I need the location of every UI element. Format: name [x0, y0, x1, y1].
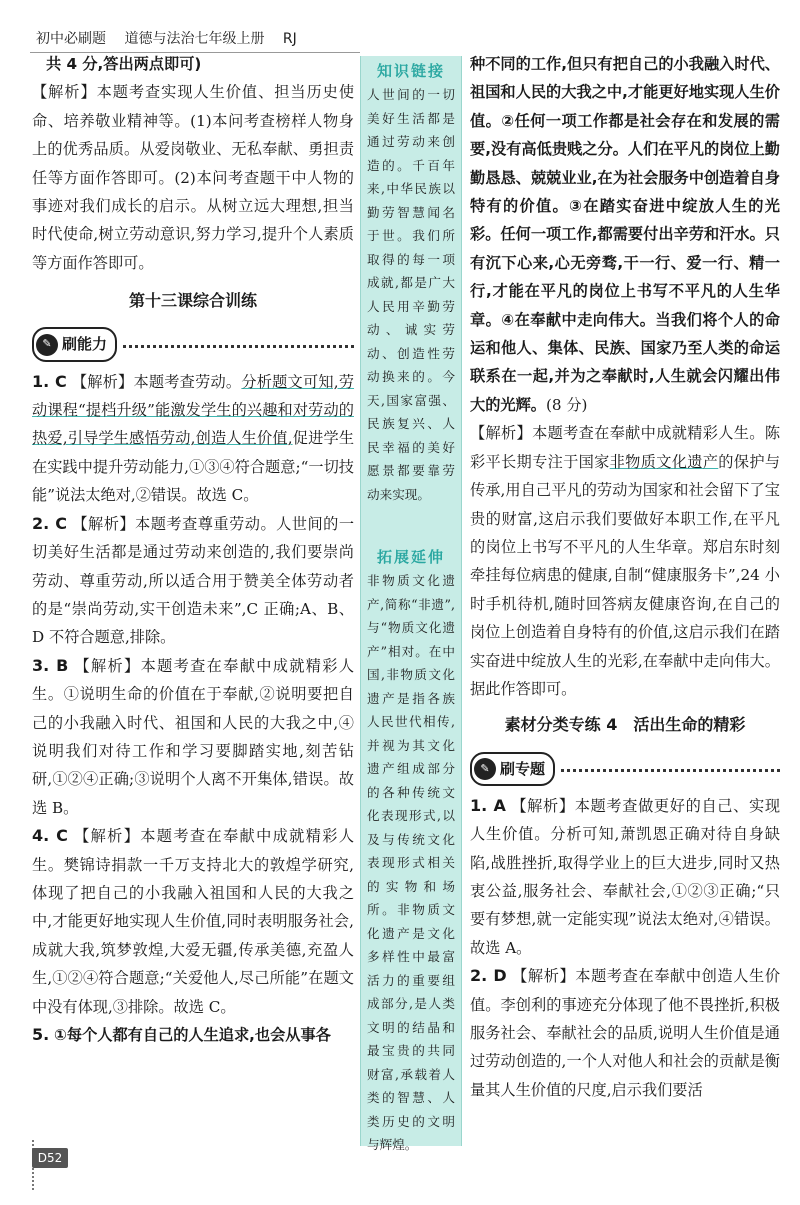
section-title: 第十三课综合训练 — [128, 291, 257, 311]
knowledge-link-heading: 知识链接 — [376, 62, 445, 80]
question-number: 2. C — [32, 513, 68, 533]
analysis-text: 【解析】本题考查在奉献中成就精彩人生。陈彩平长期专注于国家 — [470, 424, 780, 471]
dotted-rule — [123, 345, 354, 348]
question-number: 5. — [32, 1025, 50, 1044]
answer-text: 【解析】本题考查劳动。 — [71, 372, 242, 391]
dotted-rule — [561, 769, 780, 772]
question-number: 1. A — [470, 795, 506, 815]
answer-text: 【解析】本题考查在奉献中创造人生价值。李创利的事迹充分体现了他不畏挫折,积极服务社会、奉献社会的品质,说明人生价值是通过劳动创造的,一个人对他人和社会的贡献是衡量其人生价值的尺度,启示我们要活 — [470, 967, 781, 1099]
question-number: 2. D — [470, 966, 507, 986]
analysis-paragraph — [470, 419, 780, 703]
knowledge-link-text: 人世间的一切美好生活都是通过劳动来创造的。千百年来,中华民族以勤劳智慧闻名于世。我们所取得的每一项成就,都是广大人民用辛勤劳动、诚实劳动、创造性劳动换来的。今天,国家富强、民族复兴、人民幸福的美好愿景都要靠劳动来实现。 — [367, 87, 455, 502]
score-note: (8 分) — [545, 395, 588, 414]
answer-continuation — [470, 50, 780, 419]
sidebar-spacer — [361, 506, 461, 542]
question-1 — [470, 792, 780, 962]
answer-text: 【解析】本题考查在奉献中成就精彩人生。①说明生命的价值在于奉献,②说明要把自己的小我融入时代、祖国和人民的大我之中,④说明我们对待工作和学习要脚踏实地,刻苦钻研,①②④正确;③说明个人离不开集体,错误。故选 B。 — [32, 656, 355, 817]
underlined-text: 非物质文化遗产 — [609, 452, 719, 471]
topic-badge — [470, 752, 555, 786]
section-badge-row — [470, 752, 780, 786]
badge-label: 刷专题 — [500, 759, 546, 778]
right-column — [470, 50, 780, 1104]
answer-text: 促进学生在实践中提升劳动能力,①③④符合题意;“一切技能”说法太绝对,②错误。故选 C。 — [32, 429, 355, 505]
brush-icon: ✎ — [36, 334, 58, 356]
answer-text: ①每个人都有自己的人生追求,也会从事各 — [54, 1026, 331, 1044]
answer-text: 【解析】本题考查尊重劳动。人世间的一切美好生活都是通过劳动来创造的,我们要崇尚劳动、尊重劳动,所以适合用于赞美全体劳动者的是“崇尚劳动,实干创造未来”,C 正确;A、B、D 不符合题意,排除。 — [32, 514, 355, 647]
section-badge-row — [32, 328, 354, 362]
underlined-text: 分析题文可知,劳动课程“提档升级”能激发学生的兴趣和对劳动的热爱,引导学生感悟劳动,创造人生价值, — [32, 372, 355, 448]
badge-label: 刷能力 — [62, 335, 108, 354]
page-number: D52 — [32, 1148, 68, 1168]
answer-continuation: 共 4 分,答出两点即可) — [46, 55, 202, 73]
answer-text: 【解析】本题考查在奉献中成就精彩人生。樊锦诗捐款一千万支持北大的敦煌学研究,体现了把自己的小我融入祖国和人民的大我之中,才能更好地实现人生价值,同时表明服务社会,成就大我,筑梦敦煌,大爱无疆,传承美德,充盈人生,①②④符合题意;“关爱他人,尽己所能”在题文中没有体现,③排除。故选 C。 — [32, 827, 355, 1016]
brush-icon: ✎ — [474, 758, 496, 780]
running-header — [36, 28, 366, 50]
analysis-paragraph: 【解析】本题考查实现人生价值、担当历史使命、培养敬业精神等。(1)本问考查榜样人物身上的优秀品质。从爱岗敬业、无私奉献、勇担责任等方面作答即可。(2)本问考查题干中人物的事迹对我们成长的启示。从树立远大理想,担当时代使命,树立劳动意识,努力学习,提升个人素质等方面作答即可。 — [32, 83, 354, 272]
question-number: 4. C — [32, 826, 68, 846]
extension-heading: 拓展延伸 — [376, 548, 445, 566]
book-subject: 道德与法治七年级上册 — [124, 31, 265, 47]
knowledge-sidebar — [360, 56, 462, 1152]
question-3 — [32, 652, 354, 822]
question-2 — [470, 962, 780, 1104]
series-name: 初中必刷题 — [36, 31, 106, 47]
section-title: 素材分类专练 4 活出生命的精彩 — [504, 715, 746, 735]
question-number: 1. C — [32, 371, 67, 391]
corner-decoration — [0, 1140, 34, 1190]
edition-tag: RJ — [282, 31, 297, 47]
extension-text: 非物质文化遗产,简称“非遗”,与“物质文化遗产”相对。在中国,非物质文化遗产是指各族人民世代相传,并视为其文化遗产组成部分的各种传统文化表现形式,以及与传统文化表现形式相关的实物和场所。非物质文化遗产是文化多样性中最富活力的重要组成部分,是人类文明的结晶和最宝贵的共同财富,承载着人类的智慧、人类历史的文明与辉煌。 — [367, 573, 455, 1152]
answer-text: 【解析】本题考查做更好的自己、实现人生价值。分析可知,萧凯恩正确对待自身缺陷,战胜挫折,取得学业上的巨大进步,同时又热衷公益,服务社会、奉献社会,①②③正确;“只要有梦想,就一定能实现”说法太绝对,④错误。故选 A。 — [470, 796, 780, 957]
analysis-text: 的保护与传承,用自己平凡的劳动为国家和社会留下了宝贵的财富,这启示我们要做好本职工作,在平凡的岗位上书写不平凡的人生华章。郑启东时刻牵挂每位病患的健康,自制“健康服务卡”,24 小时手机待机,随时回答病友健康咨询,在自己的岗位上创造着自身特有的价值,这启示我们在踏实奋进中绽放人生的光彩,在奉献中走向伟大。据此作答即可。 — [470, 452, 781, 698]
question-1 — [32, 368, 354, 510]
bold-answer: 种不同的工作,但只有把自己的小我融入时代、祖国和人民的大我之中,才能更好地实现人生价值。②任何一项工作都是社会存在和发展的需要,没有高低贵贱之分。人们在平凡的岗位上勤勤恳恳、兢兢业业,在为社会服务中创造着自身特有的价值。③在踏实奋进中绽放人生的光彩。任何一项工作,都需要付出辛劳和汗水。只有沉下心来,心无旁骛,干一行、爱一行、精一行,才能在平凡的岗位上书写不平凡的人生华章。④在奉献中走向伟大。当我们将个人的命运和他人、集体、民族、国家乃至人类的命运联系在一起,并为之奉献时,人生就会闪耀出伟大的光辉。 — [470, 55, 780, 414]
question-4 — [32, 822, 354, 1021]
question-2 — [32, 510, 354, 652]
ability-badge — [32, 327, 117, 361]
left-column — [32, 50, 354, 1049]
question-number: 3. B — [32, 655, 69, 675]
question-5 — [32, 1021, 354, 1049]
